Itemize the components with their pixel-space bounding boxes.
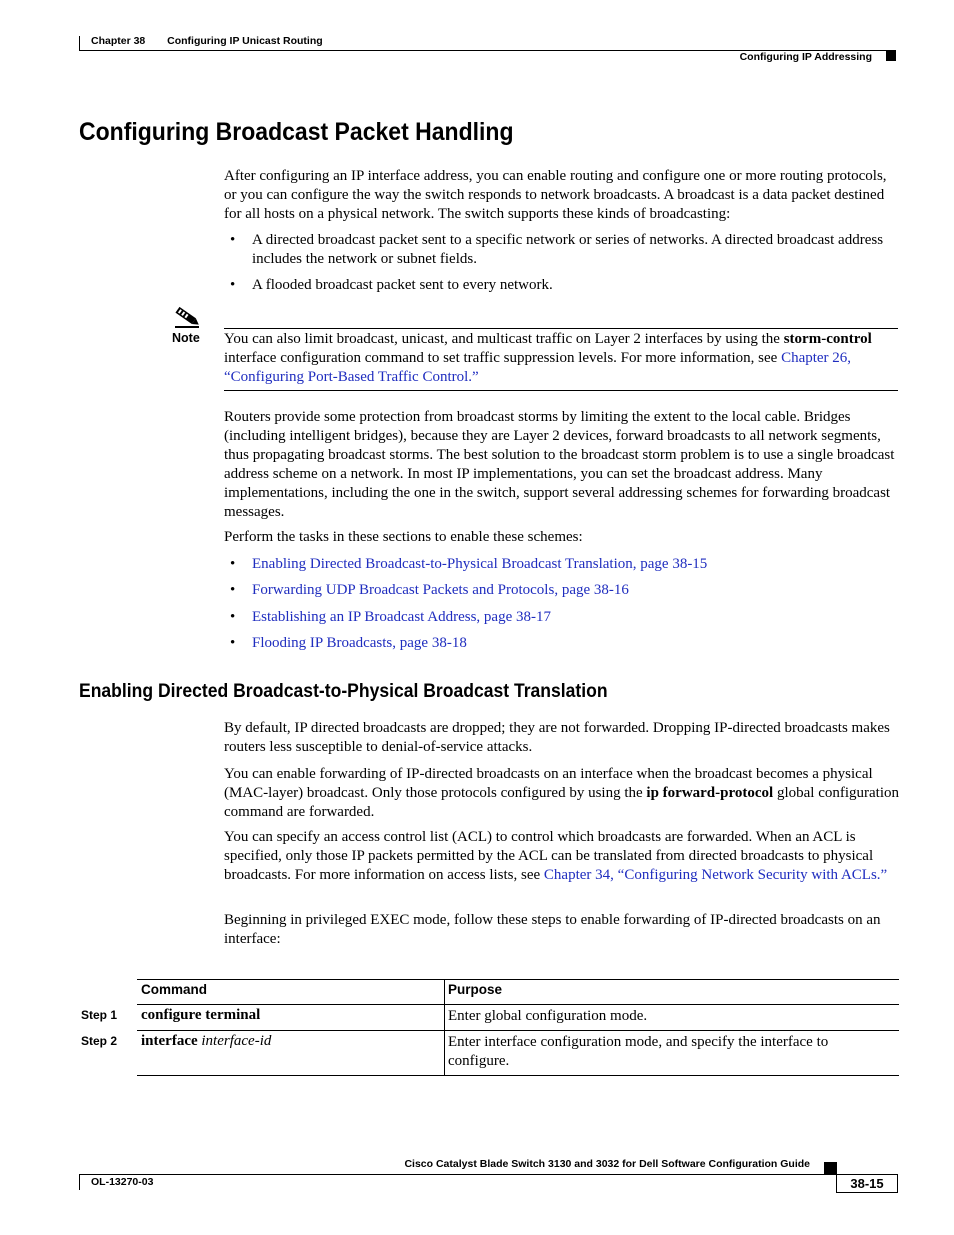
purpose-cell: Enter global configuration mode. [448, 1008, 648, 1024]
forwarding-paragraph [224, 765, 900, 822]
bullet-icon: • [230, 582, 236, 598]
note-bottom-rule [224, 390, 898, 391]
tasks-paragraph: Perform the tasks in these sections to enable these schemes: [224, 529, 583, 545]
table-bottom-rule [137, 1075, 899, 1076]
note-text-after: interface configuration command to set traffic suppression levels. For more information, see [224, 350, 778, 366]
forwarding-command: ip forward-protocol [646, 785, 774, 801]
header-chapter [91, 35, 323, 47]
task-link-item [230, 555, 900, 574]
footer-guide-title: Cisco Catalyst Blade Switch 3130 and 3032 for Dell Software Configuration Guide [404, 1158, 810, 1170]
note-chapter-link[interactable]: Chapter 26, “Configuring Port-Based Traffic Control.” [224, 350, 852, 385]
note-label: Note [172, 331, 200, 345]
task-link-enabling-directed-broadcast[interactable]: Enabling Directed Broadcast-to-Physical Broadcast Translation, page 38-15 [252, 556, 708, 572]
table-top-rule [137, 979, 899, 980]
command-argument: interface-id [201, 1033, 272, 1049]
acl-paragraph [224, 828, 900, 885]
step-label: Step 2 [81, 1034, 118, 1048]
steps-intro-paragraph: Beginning in privileged EXEC mode, follow these steps to enable forwarding of IP-directed broadcasts on an interface: [224, 912, 881, 947]
acl-text: You can specify an access control list (ACL) to control which broadcasts are forwarded. When an ACL is specified, only those IP packets permitted by the ACL can be translated from directed broadcasts to physical broadcasts. For more information on access lists, see [224, 829, 874, 883]
header-chapter-title: Configuring IP Unicast Routing [167, 35, 323, 47]
bullet-icon: • [230, 556, 236, 572]
note-text [224, 330, 900, 387]
table-row [137, 1005, 899, 1030]
bullet-icon: • [230, 232, 236, 248]
footer-left-rule [79, 1174, 80, 1190]
task-link-item [230, 581, 900, 600]
task-link-flooding[interactable]: Flooding IP Broadcasts, page 38-18 [252, 635, 467, 651]
list-item-text: A flooded broadcast packet sent to every network. [252, 277, 553, 293]
command-cell [141, 1033, 271, 1050]
task-link-broadcast-address[interactable]: Establishing an IP Broadcast Address, page 38-17 [252, 609, 551, 625]
section-title: Configuring Broadcast Packet Handling [79, 118, 514, 146]
bullet-icon: • [230, 635, 236, 651]
bullet-icon: • [230, 609, 236, 625]
step-label: Step 1 [81, 1008, 118, 1022]
header-chapter-number: Chapter 38 [91, 35, 146, 47]
note-text-before: You can also limit broadcast, unicast, and multicast traffic on Layer 2 interfaces by using the [224, 331, 780, 347]
task-link-item [230, 634, 900, 653]
bullet-icon: • [230, 277, 236, 293]
command-table [137, 979, 899, 1076]
table-row [137, 1031, 899, 1075]
column-header-purpose: Purpose [448, 982, 503, 997]
acl-chapter-link[interactable]: Chapter 34, “Configuring Network Security with ACLs.” [543, 867, 888, 883]
purpose-cell: Enter interface configuration mode, and specify the interface to configure. [448, 1034, 829, 1069]
forwarding-text-before: You can enable forwarding of IP-directed broadcasts on an interface when the broadcast becomes a physical (MAC-layer) broadcast. Only those protocols configured by using the [224, 766, 873, 801]
header-marker [886, 51, 896, 61]
default-paragraph: By default, IP directed broadcasts are dropped; they are not forwarded. Dropping IP-directed broadcasts makes routers less susceptible to denial-of-service attacks. [224, 720, 890, 755]
header-left-rule [79, 36, 80, 51]
note-top-rule [224, 328, 898, 329]
page-number-box [836, 1174, 898, 1193]
task-link-item [230, 608, 900, 627]
note-pencil-icon [172, 305, 202, 329]
list-item-text: A directed broadcast packet sent to a specific network or series of networks. A directed broadcast address includes the network or subnet fields. [252, 232, 884, 267]
header-section: Configuring IP Addressing [739, 51, 872, 63]
routers-paragraph: Routers provide some protection from broadcast storms by limiting the extent to the local cable. Bridges (including intelligent bridges), because they are Layer 2 devices, forward broadcasts to all network segments, thus propagating broadcast storms. The best solution to the broadcast storm problem is to use a single broadcast address scheme on a network. In most IP implementations, you can set the broadcast address. Many implementations, including the one in the switch, support several addressing schemes for forwarding broadcast messages. [224, 409, 895, 520]
forwarding-text-after: global configuration command are forwarded. [224, 785, 900, 820]
footer-doc-number: OL-13270-03 [91, 1176, 154, 1188]
column-header-command: Command [141, 982, 208, 997]
command-keyword: configure terminal [141, 1007, 261, 1023]
note-command: storm-control [783, 331, 872, 347]
command-keyword: interface [141, 1033, 198, 1049]
task-link-forwarding-udp[interactable]: Forwarding UDP Broadcast Packets and Protocols, page 38-16 [252, 582, 629, 598]
intro-paragraph: After configuring an IP interface address, you can enable routing and configure one or more routing protocols, or you can configure the way the switch responds to network broadcasts. A broadcast is a data packet destined for all hosts on a physical network. The switch supports these kinds of broadcasting: [224, 168, 887, 222]
footer-rule [79, 1174, 837, 1175]
page-number: 38-15 [850, 1176, 884, 1191]
subsection-title: Enabling Directed Broadcast-to-Physical Broadcast Translation [79, 680, 608, 702]
list-item [230, 231, 900, 269]
command-cell [141, 1007, 260, 1024]
list-item [230, 276, 900, 295]
